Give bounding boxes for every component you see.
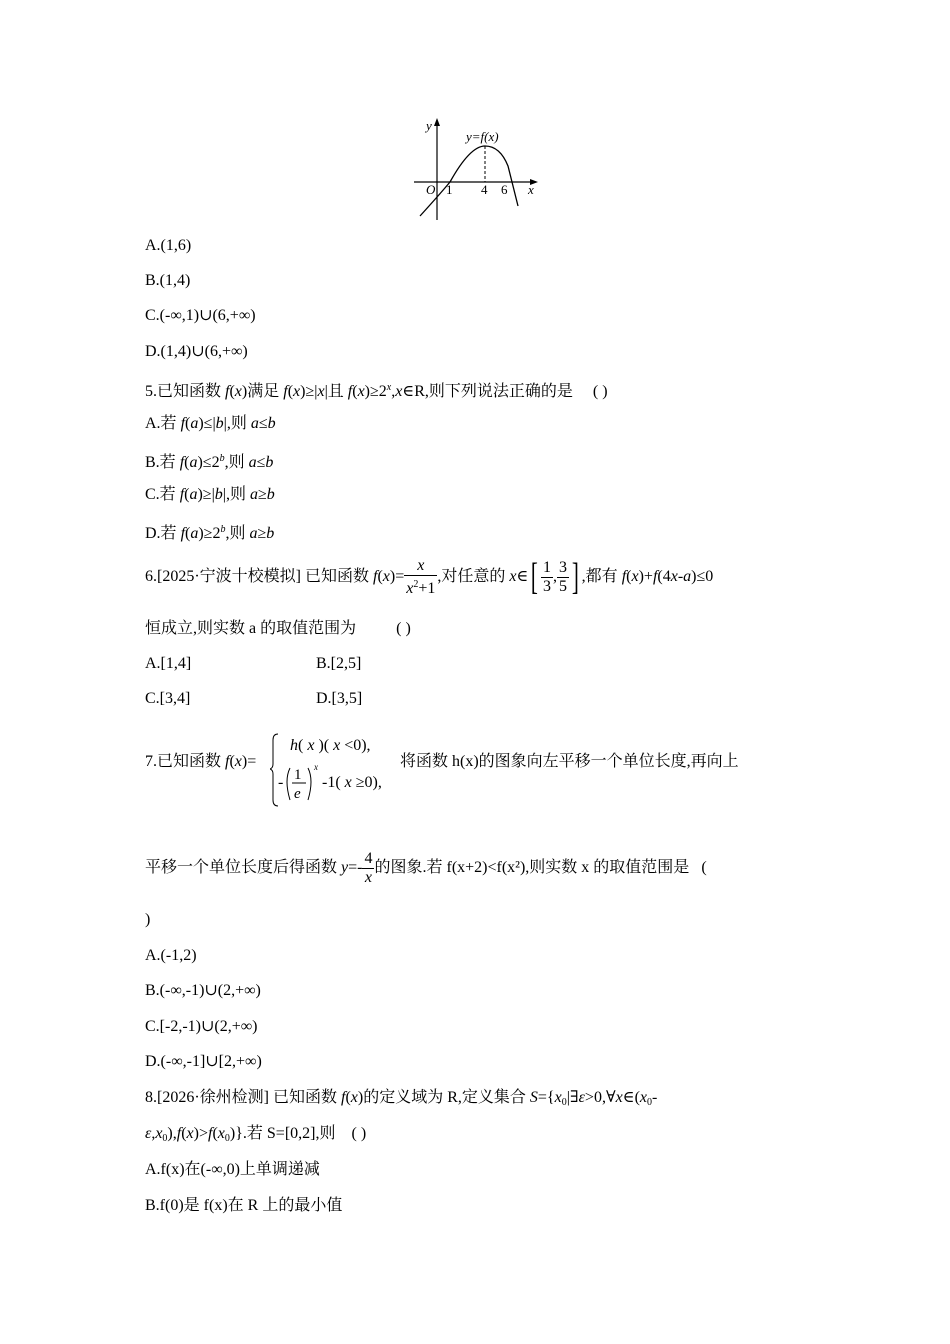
graph-tick-6: 6 — [501, 182, 508, 197]
q6-option-d: D.[3,5] — [316, 690, 363, 707]
q5-option-b: B.若 $f(a)\le 2^b$,则 a≤b — [145, 453, 274, 471]
q8-stem-cont: $\varepsilon,x_0),f(x)>f(x_0)$}.若 S=[0,2],则 ( ) — [145, 1125, 367, 1144]
graph-y-label: y — [426, 118, 432, 133]
q6-option-b: B.[2,5] — [316, 655, 362, 672]
graph-origin: O — [426, 182, 436, 197]
graph-x-label: x — [528, 182, 534, 197]
q6-option-a: A.[1,4] — [145, 655, 192, 672]
q5-stem: 5.已知函数 f(x)满足 f(x)≥|x|且 $f(x)\ge 2^x,x\in R$,则下列说法正确的是 ( ) — [145, 382, 608, 400]
graph-tick-4: 4 — [481, 182, 488, 197]
graph-tick-1: 1 — [446, 182, 453, 197]
svg-text:e: e — [294, 786, 301, 802]
q8-option-a: A.f(x)在(-∞,0)上单调递减 — [145, 1161, 320, 1178]
q7-stem: 7.已知函数 f(x)= — [145, 753, 257, 770]
q7-line2: 平移一个单位长度后得函数 y=- $\frac{4}{x}$ 的图象.若 f(x+2)<f(x²),则实数 x 的取值范围是 ( — [145, 849, 707, 886]
q4-option-d: D.(1,4)∪(6,+∞) — [145, 343, 248, 360]
q6-stem-cont: 恒成立,则实数 a 的取值范围为 ( ) — [145, 620, 411, 637]
q5-option-a: A.若 f(a)≤|b|,则 a≤b — [145, 415, 276, 432]
q7-option-c: C.[-2,-1)∪(2,+∞) — [145, 1018, 258, 1035]
q6-stem: 6.[2025·宁波十校模拟] 已知函数 f(x)= $\frac{x}{x^2+1}$ ,对任意的 x∈[ $\frac{1}{3}$ , $\frac{3}{5}$ ] ,都有 f(x)+f(4x-a)≤0 — [145, 556, 714, 599]
svg-text:-: - — [278, 774, 284, 791]
q4-option-a: A.(1,6) — [145, 237, 192, 254]
q7-piecewise — [270, 730, 410, 808]
svg-text:1: 1 — [294, 767, 302, 783]
graph-func-label: y=f(x) — [466, 129, 499, 144]
q7-option-a: A.(-1,2) — [145, 947, 197, 964]
svg-text:-1( x ≥0),: -1( x ≥0), — [322, 774, 382, 791]
q8-stem: 8.[2026·徐州检测] 已知函数 f(x)的定义域为 R,定义集合 $S=\{x_0|\exists\varepsilon>0,\forall x\in(x_0-$ — [145, 1089, 658, 1108]
q6-option-c: C.[3,4] — [145, 690, 191, 707]
q7-option-b: B.(-∞,-1)∪(2,+∞) — [145, 982, 261, 999]
function-graph — [410, 116, 540, 222]
q7-paren-close: ) — [145, 911, 151, 928]
q8-option-b: B.f(0)是 f(x)在 R 上的最小值 — [145, 1197, 343, 1214]
q4-option-b: B.(1,4) — [145, 272, 191, 289]
q5-option-d: D.若 $f(a)\ge 2^b$,则 a≥b — [145, 524, 275, 542]
svg-text:h( x )( x <0),: h( x )( x <0), — [290, 737, 371, 754]
q7-stem-after: 将函数 h(x)的图象向左平移一个单位长度,再向上 — [400, 753, 739, 770]
q5-option-c: C.若 f(a)≥|b|,则 a≥b — [145, 486, 275, 503]
svg-text:x: x — [314, 762, 318, 772]
q4-option-c: C.(-∞,1)∪(6,+∞) — [145, 307, 256, 324]
q7-option-d: D.(-∞,-1]∪[2,+∞) — [145, 1053, 262, 1070]
